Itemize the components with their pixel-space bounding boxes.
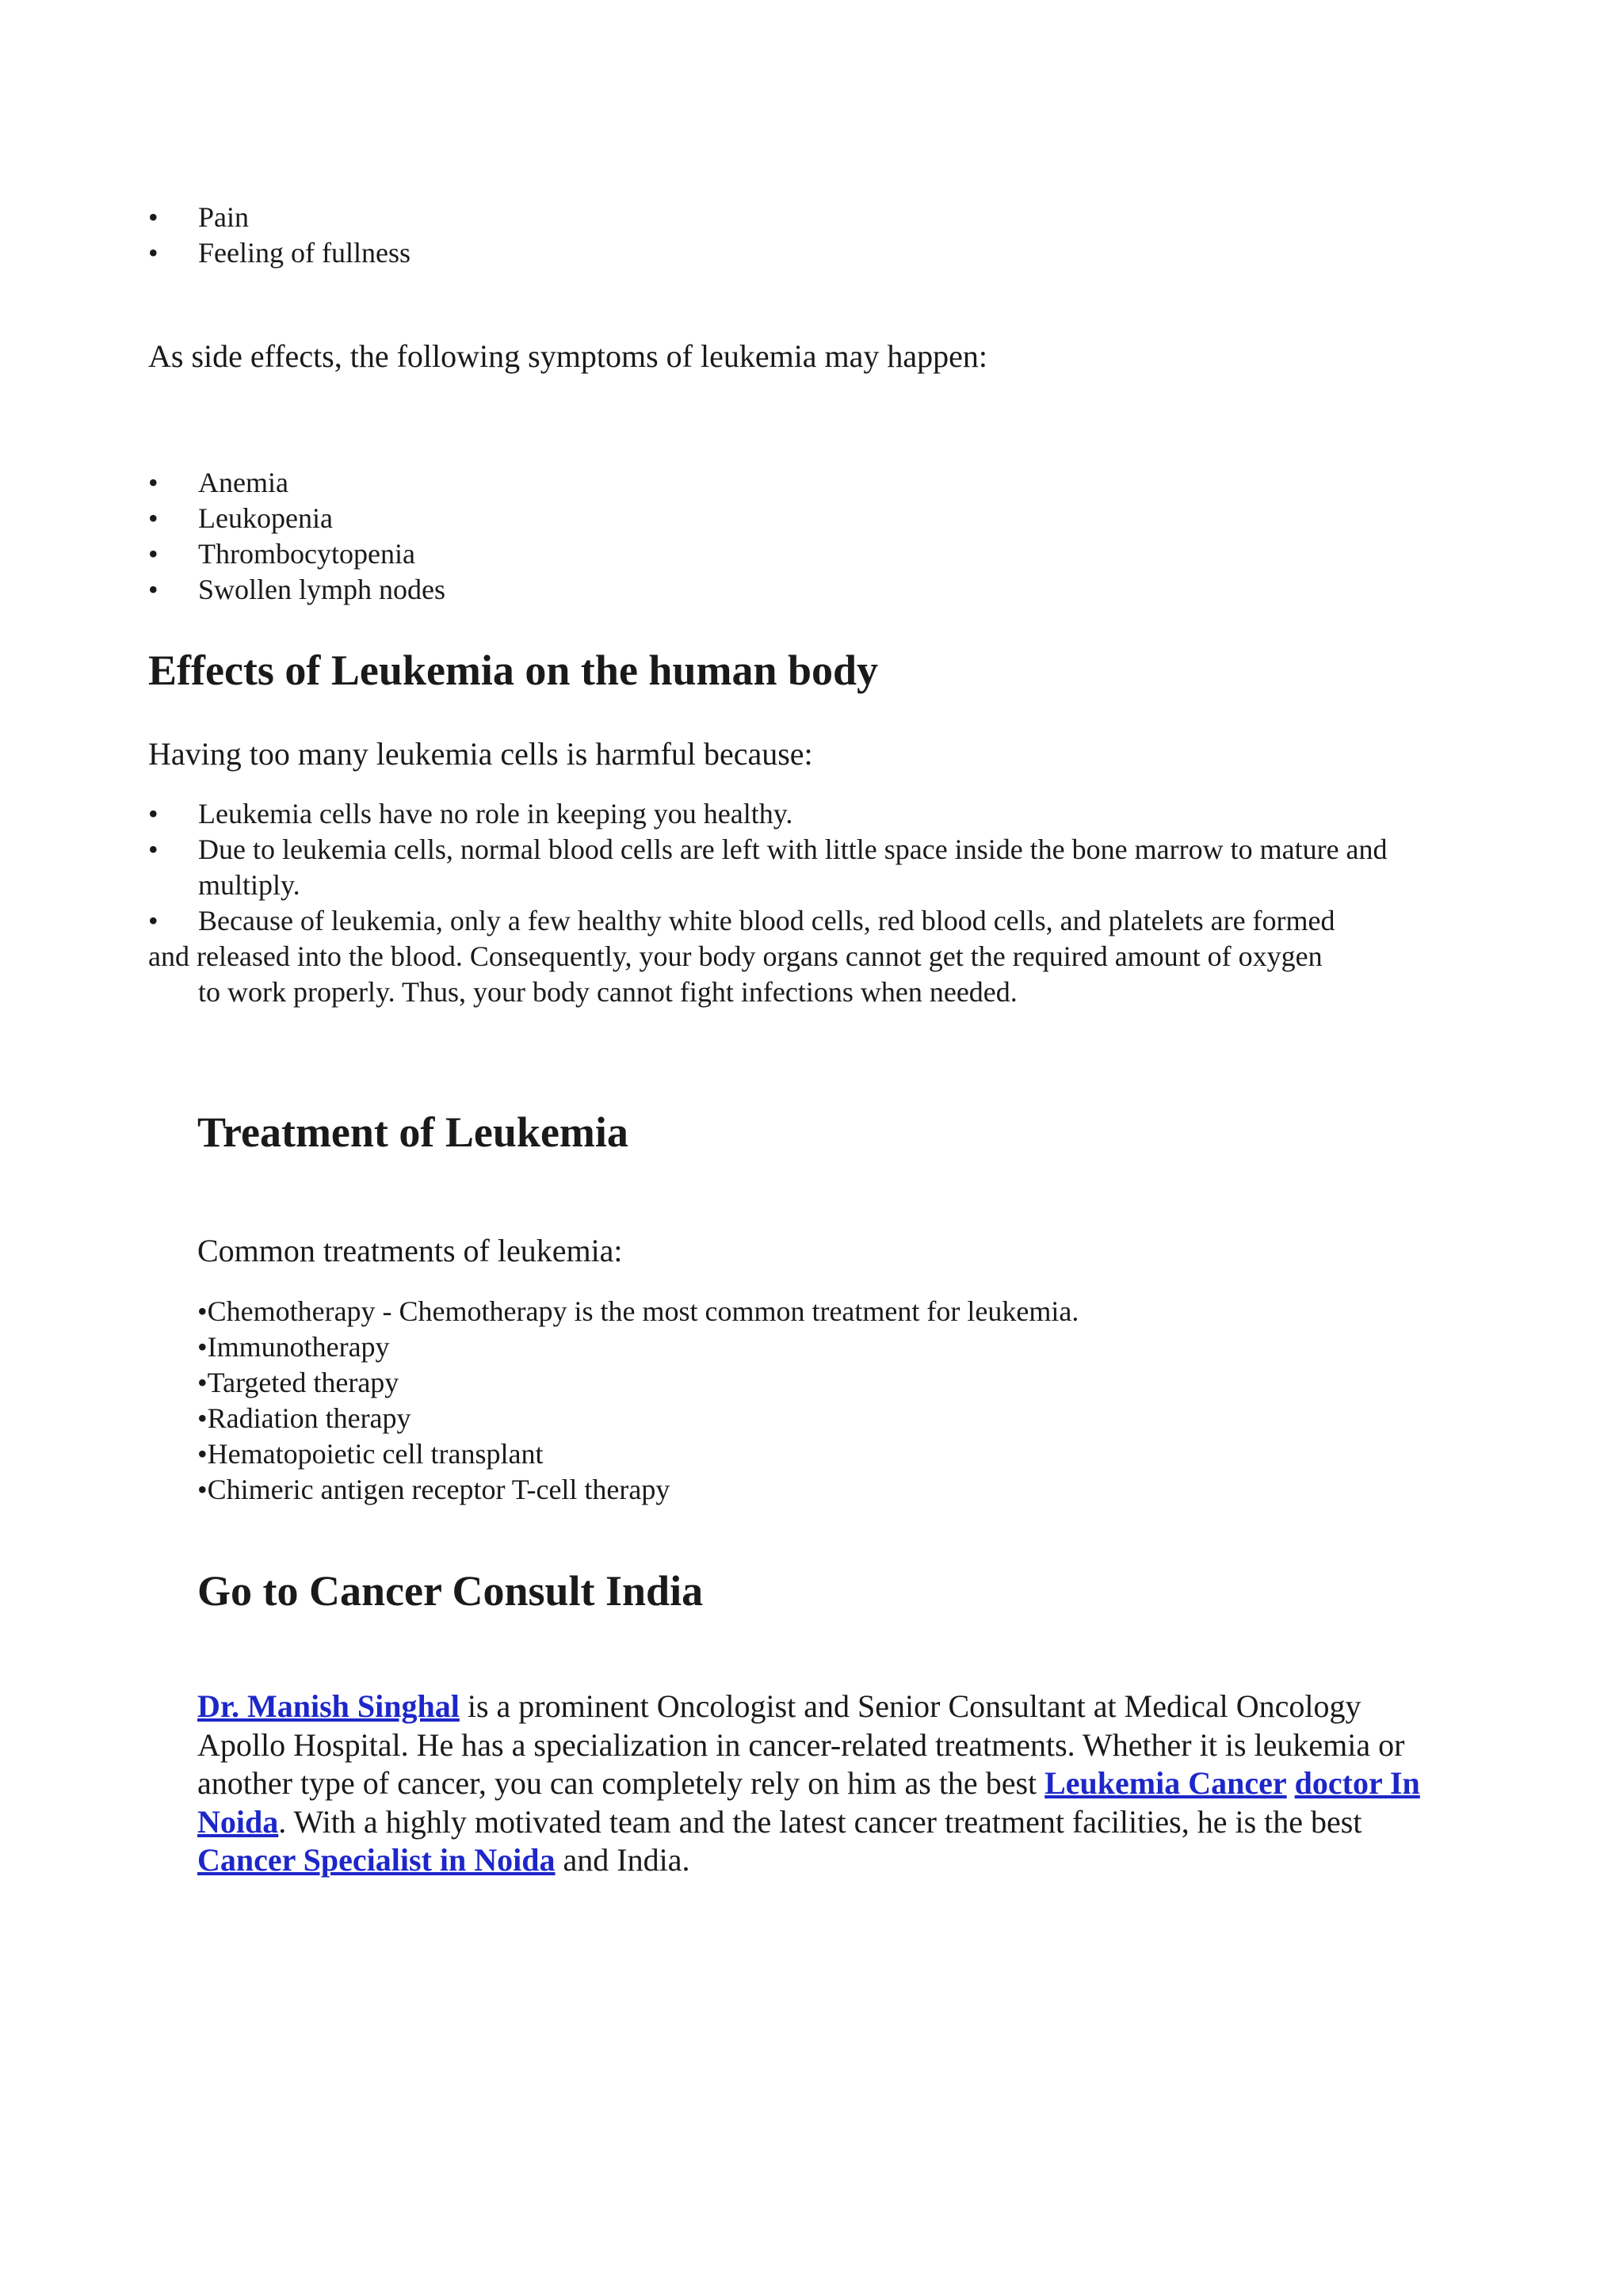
list-item: • Leukemia cells have no role in keeping you healthy. <box>148 796 1448 832</box>
bullet-icon: • <box>148 833 158 865</box>
doctor-link[interactable]: Dr. Manish Singhal <box>197 1688 460 1724</box>
list-item: • Anemia <box>148 465 445 501</box>
bullet-icon: • <box>148 798 158 830</box>
bullet-icon: • <box>197 1331 208 1363</box>
cancer-specialist-link[interactable]: Cancer Specialist in Noida <box>197 1842 556 1878</box>
effects-heading: Effects of Leukemia on the human body <box>148 646 879 694</box>
bullet-icon: • <box>197 1438 208 1470</box>
consult-heading: Go to Cancer Consult India <box>197 1567 704 1615</box>
bullet-icon: • <box>148 467 158 498</box>
list-item: • Due to leukemia cells, normal blood cells are left with little space inside the bone marrow to mature and multiply. <box>148 833 1388 901</box>
bullet-icon: • <box>148 574 158 605</box>
doctor-in-noida-link[interactable]: doctor In Noida <box>197 1765 1420 1840</box>
treatment-intro: Common treatments of leukemia: <box>197 1233 623 1268</box>
bullet-icon: • <box>197 1474 208 1505</box>
bullet-icon: • <box>148 201 158 233</box>
bullet-icon: • <box>197 1367 208 1398</box>
list-item: •Chemotherapy - Chemotherapy is the most common treatment for leukemia. <box>197 1295 1079 1327</box>
bullet-icon: • <box>148 237 158 269</box>
treatment-heading: Treatment of Leukemia <box>197 1108 628 1156</box>
list-item: • Swollen lymph nodes <box>148 572 445 608</box>
list-item: •Radiation therapy <box>197 1402 411 1434</box>
list-item: • Pain <box>148 200 411 235</box>
effects-list <box>148 796 1448 1010</box>
list-item: • Leukopenia <box>148 501 445 536</box>
list-item: • Thrombocytopenia <box>148 536 445 572</box>
bullet-icon: • <box>197 1295 208 1327</box>
consult-paragraph: Dr. Manish Singhal is a prominent Oncologist and Senior Consultant at Medical Oncology Apollo Hospital. He has a specialization in cancer-related treatments. Whether it is leukemia or another type of cancer, you can completely rely on him as the best Leukemia Cancer doctor In Noida. With a highly motivated team and the latest cancer treatment facilities, he is the best Cancer Specialist in Noida and India. <box>197 1688 1420 1878</box>
list-item: • Feeling of fullness <box>148 235 411 271</box>
leukemia-cancer-link[interactable]: Leukemia Cancer <box>1044 1765 1287 1801</box>
bullet-icon: • <box>148 538 158 570</box>
symptoms-list-continued <box>148 200 411 271</box>
list-item: •Immunotherapy <box>197 1331 390 1363</box>
list-item: •Chimeric antigen receptor T-cell therapy <box>197 1474 670 1505</box>
list-item: • Because of leukemia, only a few healthy white blood cells, red blood cells, and platelets are formed and released into the blood. Consequently, your body organs cannot get the required amount of oxygen to work properly. Thus, your body cannot fight infections when needed. <box>148 905 1335 1008</box>
effects-intro: Having too many leukemia cells is harmful because: <box>148 736 813 772</box>
bullet-icon: • <box>148 502 158 534</box>
bullet-icon: • <box>148 905 158 936</box>
bullet-icon: • <box>197 1402 208 1434</box>
list-item: •Targeted therapy <box>197 1367 399 1398</box>
treatment-list <box>197 1294 1079 1508</box>
side-effects-intro: As side effects, the following symptoms of leukemia may happen: <box>148 338 988 374</box>
side-effects-list <box>148 465 445 608</box>
list-item: •Hematopoietic cell transplant <box>197 1438 544 1470</box>
